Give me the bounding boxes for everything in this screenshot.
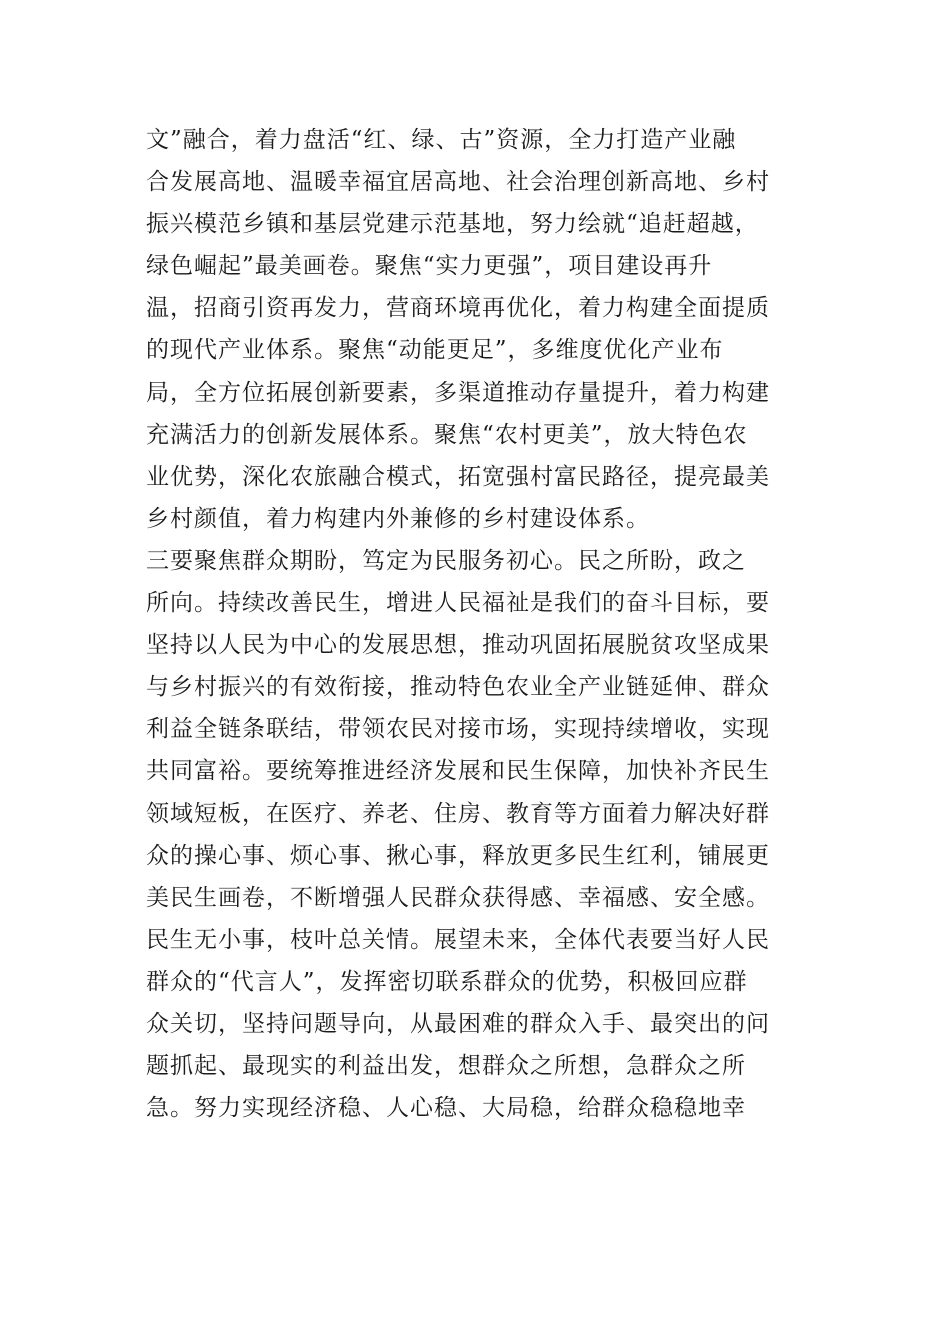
text-line-11: 三要聚焦群众期盼，笃定为民服务初心。民之所盼，政之: [146, 547, 746, 574]
text-line-15: 利益全链条联结，带领农民对接市场，实现持续增收，实现: [146, 716, 770, 743]
text-line-2: 合发展高地、温暖幸福宜居高地、社会治理创新高地、乡村: [146, 169, 770, 196]
text-line-19: 美民生画卷，不断增强人民群众获得感、幸福感、安全感。: [146, 884, 770, 911]
text-line-6: 的现代产业体系。聚焦“动能更足”，多维度优化产业布: [146, 337, 724, 364]
text-line-24: 急。努力实现经济稳、人心稳、大局稳，给群众稳稳地幸: [146, 1095, 746, 1122]
text-line-17: 领域短板，在医疗、养老、住房、教育等方面着力解决好群: [146, 800, 770, 827]
text-line-18: 众的操心事、烦心事、揪心事，释放更多民生红利，铺展更: [146, 842, 770, 869]
text-line-23: 题抓起、最现实的利益出发，想群众之所想，急群众之所: [146, 1053, 746, 1080]
text-line-3: 振兴模范乡镇和基层党建示范基地，努力绘就“追赶超越，: [146, 211, 759, 238]
body-text: [146, 119, 816, 1129]
text-line-12: 所向。持续改善民生，增进人民福祉是我们的奋斗目标，要: [146, 590, 770, 617]
text-line-9: 业优势，深化农旅融合模式，拓宽强村富民路径，提亮最美: [146, 463, 770, 490]
text-line-13: 坚持以人民为中心的发展思想，推动巩固拓展脱贫攻坚成果: [146, 632, 770, 659]
text-line-21: 群众的“代言人”，发挥密切联系群众的优势，积极回应群: [146, 968, 748, 995]
text-line-7: 局，全方位拓展创新要素，多渠道推动存量提升，着力构建: [146, 379, 770, 406]
text-line-14: 与乡村振兴的有效衔接，推动特色农业全产业链延伸、群众: [146, 674, 770, 701]
text-line-16: 共同富裕。要统筹推进经济发展和民生保障，加快补齐民生: [146, 758, 770, 785]
text-line-1: 文”融合，着力盘活“红、绿、古”资源，全力打造产业融: [146, 127, 737, 153]
text-line-20: 民生无小事，枝叶总关情。展望未来，全体代表要当好人民: [146, 926, 770, 953]
text-line-4: 绿色崛起”最美画卷。聚焦“实力更强”，项目建设再升: [146, 253, 713, 280]
text-line-22: 众关切，坚持问题导向，从最困难的群众入手、最突出的问: [146, 1010, 770, 1037]
text-line-10: 乡村颜值，着力构建内外兼修的乡村建设体系。: [146, 505, 650, 532]
text-line-5: 温，招商引资再发力，营商环境再优化，着力构建全面提质: [146, 295, 770, 322]
text-line-8: 充满活力的创新发展体系。聚焦“农村更美”，放大特色农: [146, 421, 748, 448]
